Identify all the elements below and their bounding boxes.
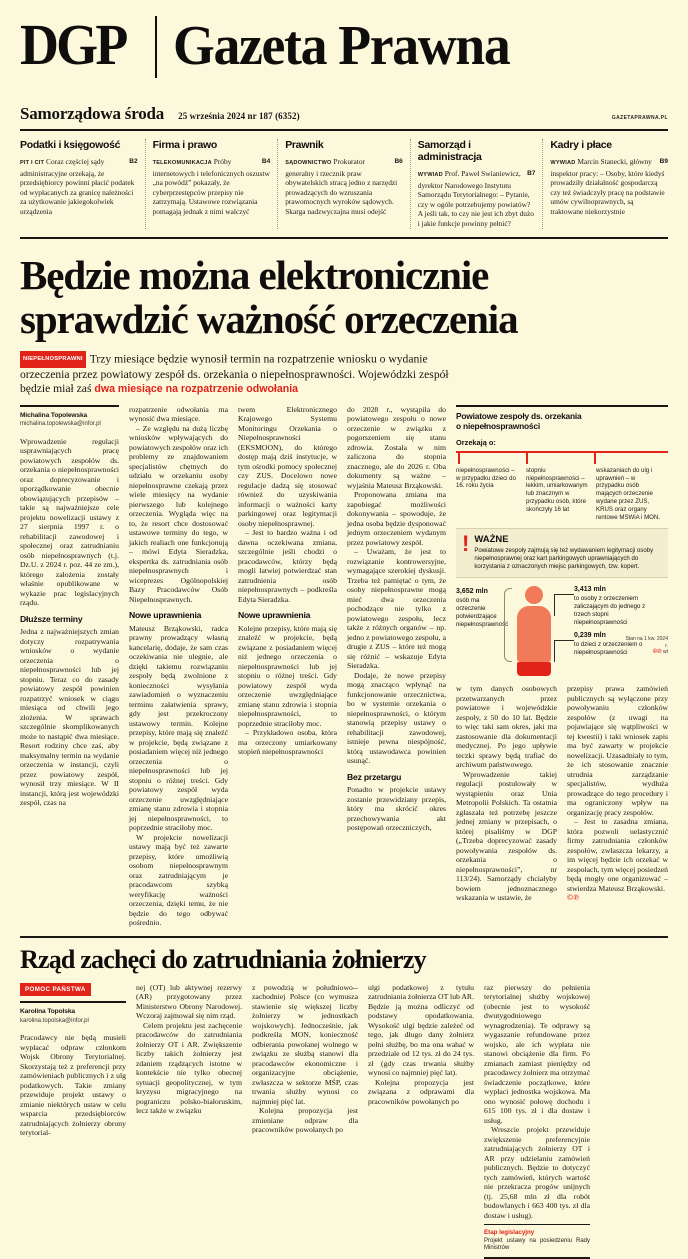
category-tag: NIEPEŁNOSPRAWNI bbox=[20, 351, 86, 368]
byline-rule bbox=[20, 405, 119, 407]
second-story-grid bbox=[20, 983, 668, 1259]
infographic-cell: wskazaniach do ulg i uprawnień – w przypadku osób mających orzeczenie wydane przez ZUS, KRUS oraz organy rentowe MSWiA i MON. bbox=[596, 466, 660, 521]
important-title: WAŻNE bbox=[474, 534, 509, 546]
paragraph: Wprowadzenie regulacji usprawniających pracę powiatowych zespołów ds. orzekania o niepełnosprawności oraz doprecyzowanie i uporządkowanie obecnie obowiązujących przepisów – takie są najważniejsze cele projektu nowelizacji ustawy z 27 sierpnia 1997 r. o rehabilitacji zawodowej i społecznej oraz zatrudnianiu osób niepełnosprawnych (t.j. Dz.U. z 2024 r. poz. 44 ze zm.), którego założenia zostały właśnie opublikowane w wykazie prac legislacyjnych rządu. bbox=[20, 436, 119, 608]
byline-rule bbox=[20, 1001, 126, 1003]
article-column-5 bbox=[456, 684, 557, 903]
teaser-item[interactable] bbox=[146, 139, 279, 229]
section-subhead: Dłuższe terminy bbox=[20, 613, 83, 624]
teaser-text: Próby internetowych i telefonicznych oszustw „na powódź” pokazały, że cyberprzestępców przepisy nie zatrzymają. Ustawowe rozwiązania pomagają jednak z nimi walczyć bbox=[152, 157, 270, 216]
stat-main-label: osób ma orzeczenie potwierdzające niepełnosprawność bbox=[456, 596, 509, 629]
article-column-1 bbox=[20, 405, 119, 928]
teaser-item[interactable] bbox=[20, 139, 146, 229]
bracket-tick bbox=[458, 453, 460, 464]
teaser-body bbox=[418, 169, 536, 229]
endmark-icon: ©℗ bbox=[567, 893, 579, 903]
bracket-tick bbox=[526, 453, 528, 464]
second-column-1 bbox=[20, 983, 126, 1259]
bracket-connector bbox=[456, 451, 668, 464]
stat-main bbox=[456, 588, 509, 629]
dateline-date: 25 września 2024 nr 187 (6352) bbox=[178, 111, 300, 121]
teaser-body bbox=[153, 157, 271, 217]
byline-email[interactable]: karolina.topolska@infor.pl bbox=[20, 1017, 89, 1024]
second-column-5 bbox=[484, 983, 590, 1259]
teaser-title: Prawnik bbox=[285, 139, 324, 151]
paragraph: raz pierwszy do pełnienia terytorialnej służby wojskowej (obecnie jest to wysokość dwutygodniowego wynagrodzenia). Te odprawy są wygaszanie refundowane przez wojsko, ale ich wypłata nie stanowi obciążenie dla firm. Po zmianach zamiast pieniędzy od pracodawcy żołnierz ma otrzymać świadczenie początkowe, które wypłaci jednostka wojskowa. Ma ono wynosić połowę dochodu i 615 100 tys. zł i dla dostaw i usług. bbox=[484, 982, 590, 1125]
leader-line bbox=[554, 594, 574, 595]
teaser-kicker: PIT I CIT bbox=[20, 160, 45, 166]
byline-author: Michalina Topolewska bbox=[20, 411, 88, 419]
infographic-title bbox=[456, 411, 668, 432]
figure-body bbox=[517, 606, 551, 662]
teaser-item[interactable] bbox=[411, 139, 544, 229]
second-story-rule bbox=[20, 936, 668, 938]
byline-author: Karolina Topolska bbox=[20, 1008, 75, 1016]
article-column-6 bbox=[567, 684, 668, 903]
stat-children-value: 0,239 mln bbox=[574, 632, 606, 640]
paragraph: Wreszcie projekt przewiduje zwiększenie preferencyjnie zatrudniających żołnierzy OT i AR przy udzielaniu zamówień publicznych. Będzie to dotyczyć tych zamówień, których wartość nie przekracza progów unijnych (tj. 25,68 mln zł dla robót budowlanych i 663 400 tys. zł dla dostaw i usług). bbox=[484, 1125, 590, 1220]
paragraph: W projekcie nowelizacji ustawy mają być też zawarte przepisy, które umożliwią osobom niepełnosprawnym oraz zatrudniającym je pracodawcom szybką weryfikację ważności orzeczenia, dzięki temu, że nie będzie do tego odbywać pośrednio. bbox=[129, 832, 228, 928]
bracket-tick bbox=[594, 453, 596, 464]
paragraph: przepisy prawa zamówień publicznych są wyłączone przy powoływaniu członków zespołów (z uwagi na pojawiające się wątpliwości w tej kwestii) i taki wniosek zapis ma być zawarty w projekcie nowelizacji. Uzasadniały to tym, że ich stosowanie znacznie utrudnia zarządzanie specjalistów, wydłuża prowadzące do tego procedury i ma ograniczony wpływ na organizację pracy zespołów. bbox=[567, 684, 668, 817]
paragraph: Pracodawcy nie będą musieli wypłacać odpraw członkom Wojsk Obrony Terytorialnej. Skorzystają też z preferencji przy zamówieniach publicznych i z ulg podatkowych. Takie zmiany przewiduje projekt ustawy o zmianie niektórych ustaw w celu wsparcia przedsiębiorców zatrudniających żołnierzy obrony terytorial- bbox=[20, 1033, 126, 1138]
teaser-page-ref: B2 bbox=[129, 158, 138, 165]
masthead bbox=[20, 0, 668, 88]
paragraph: rozpatrzenie odwołania ma wynosić dwa miesiące. bbox=[129, 404, 228, 424]
dateline-day-label: Samorządowa środa bbox=[20, 104, 165, 123]
paragraph: Wprowadzenie takiej regulacji postulowały w wystąpieniu oraz Unia Metropolii Polskich. Ta ostatnia zgłaszała też potrzebę jeszcze jednej zmiany w przepisach, o której pisaliśmy w DGP („Trzeba doprecyzować zasady powoływania zespołów ds. orzekania o niepełnosprawności”, nr 113/24). Samorządy chciałyby bowiem jednoznacznego wskazania w ustawie, że bbox=[456, 769, 557, 903]
paragraph: Proponowana zmiana ma zapobiegać możliwości dokonywania – spowoduje, że jedna osoba będzie dysponować jednym orzeczeniem wydanym przez powiatowy zespół. bbox=[347, 490, 446, 547]
paragraph: Jedna z najważniejszych zmian dotyczy rozpatrywania wniosków o wydanie orzeczenia o niepełnosprawności lub jej stopniu. Teraz co do zasady powiatowy zespół powinien rozpatrzyć wniosek w ciągu miesiąca od chwili jego złożenia. W sprawach szczególnie skomplikowanych może to nastąpić dwa miesiące. Resort rodziny chce zaś, aby maksymalny termin na wydanie orzeczenia w instancji, czyli przez powiatowy zespół, wynosił trzy miesiące. W II instancji, którą jest wojewódzki zespół, czas na bbox=[20, 627, 119, 808]
second-column-2 bbox=[136, 983, 242, 1259]
teaser-title: Samorząd i administracja bbox=[417, 139, 482, 163]
leader-line bbox=[554, 594, 555, 616]
newspaper-title: Gazeta Prawna bbox=[173, 15, 510, 77]
second-story-headline: Rząd zachęci do zatrudniania żołnierzy bbox=[20, 944, 426, 974]
paragraph: Mateusz Brząkowski, radca prawny prowadzący własną kancelarię, dodaje, że sam czas oczekiwania nie ulegnie, ale dzięki takiemu rozwiązaniu zespoły będą zwolnione z konieczności wysyłania zawiadomień o wyznaczeniu terminu załatwienia sprawy, gdy jest przekroczony ustawowy termin. Kolejne przepisy, które mają się znaleźć w projekcie, będą związane z posiadaniem więcej niż jednego orzeczenia o niepełnosprawności lub jej stopniu o różnej treści. Gdy powiatowy zespół wyda orzeczenie uwzględniające zmianę stanu zdrowia i stopnia jej niepełnosprawności, to poprzednie straciłoby moc. bbox=[129, 623, 228, 833]
teaser-item[interactable] bbox=[278, 139, 411, 229]
paragraph: – Jest to bardzo ważna i od dawna oczekiwana zmiana, szczególnie jeśli chodzi o pracodawców, którzy będą mogli łatwiej potwierdzać stan zatrudnienia osób niepełnosprawnych – podkreśla Edyta Sieradzka. bbox=[238, 528, 337, 604]
infographic-cell: stopniu niepełnosprawności – lekkim, umiarkowanym lub znacznym w przypadku osób, które skończyły 16 lat bbox=[526, 466, 588, 513]
teaser-body bbox=[285, 157, 403, 217]
infographic-cells bbox=[456, 467, 668, 522]
section-subhead: Nowe uprawnienia bbox=[129, 610, 202, 621]
teaser-kicker: SĄDOWNICTWO bbox=[285, 160, 332, 166]
teaser-body bbox=[550, 157, 668, 217]
lead-headline-line-2: sprawdzić ważność orzeczenia bbox=[20, 295, 518, 342]
info-rule bbox=[456, 405, 668, 407]
brace-shape bbox=[504, 588, 512, 662]
paragraph: w tym danych osobowych przetwarzanych przez powiatowe i wojewódzkie zespoły, z 50 do 10 lat. Będzie to więc taki sam okres, jaki ma zastosowanie dla dokumentacji medycznej. Po jego upływie teczki sprawy będą trafiać do archiwum państwowego. bbox=[456, 684, 557, 770]
section-subhead: Nowe uprawnienia bbox=[238, 610, 311, 621]
stat-adults bbox=[574, 586, 650, 627]
masthead-divider bbox=[155, 16, 157, 78]
important-text: Powiatowe zespoły zajmują się też wydawaniem legitymacji osoby niepełnosprawnej oraz kart parkingowych uprawniających do korzystania z oznaczonych miejsc parkingowych, tzw. kopert. bbox=[474, 547, 654, 571]
paragraph: – Ze względu na dużą liczbę wniosków wpływających do powiatowych zespołów oraz ich problemy ze znajdowaniem specjalistów chętnych do udziału w orzekaniu osoby niepełnosprawne czekają przez wiele miesięcy na wydanie pierwszego lub kolejnego orzeczenia. Wygląda więc na to, że resort chce dostosować ustawowe terminy do tego, w jakich realiach one funkcjonują – mówi Edyta Sieradzka, ekspertka ds. zatrudniania osób niepełnosprawnych i wiceprezes Ogólnopolskiej Bazy Pracodawców Osób Niepełnosprawnych. bbox=[129, 423, 228, 604]
teaser-kicker: WYWIAD bbox=[550, 160, 576, 166]
website-logo: GAZETAPRAWNA.PL bbox=[611, 115, 668, 121]
teaser-text: Prokurator generalny i rzecznik praw obywatelskich stracą jedno z narzędzi prowadzących do wzruszania prawomocnych wyroków sądowych. Skarga nadzwyczajna musi odejść bbox=[285, 157, 398, 216]
infographic-title-line-1: Powiatowe zespoły ds. orzekania bbox=[456, 410, 582, 421]
lead-headline bbox=[20, 253, 668, 341]
infographic-panel bbox=[456, 405, 668, 928]
teaser-item[interactable] bbox=[543, 139, 668, 229]
dateline bbox=[20, 104, 668, 131]
legislative-stage-title: Etap legislacyjny bbox=[484, 1229, 535, 1237]
teaser-body bbox=[20, 157, 138, 217]
paragraph: ulgi podatkowej z tytułu zatrudniania żołnierza OT lub AR. Będzie ją można odliczyć od podstawy opodatkowania. Wysokość ulgi będzie zależeć od tego, jak długo dany żołnierz pełni służbę, bo ma ona wahać w przedziale od 12 tys. zł do 24 tys. zł (gdy czas trwania służby wynosi co najmniej pięć lat). bbox=[368, 982, 474, 1078]
teaser-kicker: WYWIAD bbox=[417, 172, 443, 178]
paragraph: Kolejna propozycja jest związana z odprawami dla pracowników powołanych po bbox=[368, 1077, 474, 1106]
stat-source-credit: wt bbox=[663, 649, 668, 656]
stat-main-value: 3,652 mln bbox=[456, 588, 488, 596]
teaser-title: Firma i prawo bbox=[152, 139, 217, 151]
stat-source-note bbox=[624, 636, 668, 656]
paragraph: Celem projektu jest zachęcenie pracodawców do zatrudniania żołnierzy OT i AR. Zwiększenie liczby takich żołnierzy jest zdaniem rządzących istotne w kontekście nie tylko obecnej sytuacji geopolitycznej, w tym kryzysu migracyjnego na pograniczu polsko-białoruskim, lecz także w związku bbox=[136, 1020, 242, 1116]
stat-note-date: Stan na 1 kw. 2024 r. bbox=[625, 636, 668, 649]
infographic-title-line-2: o niepełnosprawności bbox=[456, 421, 540, 432]
lead-headline-line-1: Będzie można elektronicznie bbox=[20, 251, 489, 298]
statistics-chart bbox=[456, 586, 668, 682]
teaser-page-ref: B6 bbox=[394, 158, 403, 165]
article-column-3 bbox=[238, 405, 337, 928]
infographic-cell: niepełnosprawności – w przypadku dzieci do 16. roku życia bbox=[456, 466, 516, 490]
article-body-grid bbox=[20, 405, 668, 928]
category-tag: POMOC PAŃSTWA bbox=[20, 983, 91, 997]
deck-highlight: dwa miesiące na rozpatrzenie odwołania bbox=[94, 383, 299, 396]
teaser-title: Podatki i księgowość bbox=[20, 139, 121, 151]
second-column-4 bbox=[368, 983, 474, 1259]
figure-head bbox=[525, 586, 543, 604]
person-figure-icon bbox=[514, 586, 554, 678]
byline-email[interactable]: michalina.topolewska@infor.pl bbox=[20, 421, 101, 428]
teaser-title: Kadry i płace bbox=[550, 139, 612, 151]
endmark-icon: ©℗ bbox=[652, 649, 662, 656]
teaser-page-ref: B4 bbox=[261, 158, 271, 165]
paragraph: – Uważam, że jest to rozwiązanie kontrowersyjne, wymagające szerokiej dyskusji. Trzeba też pamiętać o tym, że osoby niepełnosprawne mogą mieć dwa orzeczenia pochodzące nie tylko z powiatowego zespołu, lecz także z różnych organów – np. jedno z powiatowego zespołu, a drugie z ZUS – które też mogą się różnić – wskazuje Edyta Sieradzka. bbox=[347, 547, 446, 671]
paragraph: nej (OT) lub aktywnej rezerwy (AR) przygotowany przez Ministerstwo Obrony Narodowej. Wczoraj zajmował się nim rząd. bbox=[136, 982, 242, 1021]
article-column-2 bbox=[129, 405, 228, 928]
stat-children-label: to dzieci z orzeczeniem o niepełnosprawności bbox=[574, 640, 643, 656]
paragraph: Kolejne przepisy, które mają się znaleźć w projekcie, będą związane z posiadaniem więcej niż jednego orzeczenia o niepełnosprawności lub jej stopniu o różnej treści. Gdy powiatowy zespół wyda orzeczenie uwzględniające zmianę stanu zdrowia i stopnia niepełnosprawności, to poprzednie straciłoby moc. bbox=[238, 623, 337, 728]
legislative-stage-text: Projekt ustawy na posiedzeniu Rady Ministrów bbox=[484, 1237, 590, 1252]
leader-line bbox=[554, 640, 555, 662]
section-subhead: Bez przetargu bbox=[347, 771, 402, 782]
paragraph: Ponadto w projekcie ustawy zostanie przewidziany przepis, który ma skrócić okres przechowywania akt postępowań orzeczniczych, bbox=[347, 785, 446, 833]
paragraph: Kolejna propozycja jest zmieniane odpraw dla pracowników powołanych po bbox=[252, 1106, 358, 1135]
infographic-lower-columns bbox=[456, 684, 668, 903]
paragraph: – Przykładowo osoba, która ma orzeczony umiarkowany stopień niepełnosprawności bbox=[238, 728, 337, 757]
teaser-text: Marcin Stanecki, główny inspektor pracy: – Osoby, które kiedyś prowadziły działalność gospodarczą czy też świadczyły pracę na podstawie umów cywilnoprawnych, są traktowane niekorzystnie bbox=[550, 157, 665, 216]
figure-highlight-segment bbox=[517, 662, 551, 676]
stat-adults-value: 3,413 mln bbox=[574, 586, 606, 594]
infographic-subtitle: Orzekają o: bbox=[456, 437, 496, 447]
exclamation-icon: ! bbox=[462, 531, 470, 557]
dgp-logo: DGP bbox=[20, 12, 126, 77]
paragraph: – Jest to zasadna zmiana, która pozwoli uelastycznić firmy zatrudniania członków zespołów, zwłaszcza lekarzy, a im więcej będzie ich orzekać w zespołach, tym więcej posiedzeń będą mogły one organizować – stwierdza Mateusz Brząkowski. bbox=[567, 817, 668, 893]
lead-deck bbox=[20, 351, 668, 397]
paragraph: Dodaje, że nowe przepisy mogą znacząco wpłynąć na funkcjonowanie orzecznictwa, bo w systemie orzekania o niepełnosprawności, o którym stanowią przepisy ustawy o rehabilitacji zawodowej, istnieje pewna niespójność, którą ustawodawca powinien usunąć. bbox=[347, 670, 446, 766]
teaser-kicker: TELEKOMUNIKACJA bbox=[152, 160, 212, 166]
teaser-text: Prof. Paweł Swianiewicz, dyrektor Narodowego Instytutu Samorządu Terytorialnego: – Pytanie, czy w ogóle potrzebujemy powiatów? A jeśli tak, to czy nie jest ich zbyt dużo i jakie funkcje powinny pełnić? bbox=[417, 169, 534, 228]
paragraph: twem Elektronicznego Krajowego Systemu Monitoringu Orzekania o Niepełnosprawności (EKSMOON), do którego dostęp mają dziś instytucje, w tym ośrodki pomocy społecznej czy ZUS. Docelowo nowe regulacje dadzą się stosować również do uzyskiwania informacji o ważności karty parkingowej oraz legitymacji osoby niepełnosprawnej. bbox=[238, 404, 337, 528]
article-column-4 bbox=[347, 405, 446, 928]
lead-deck-text bbox=[20, 351, 460, 397]
paragraph: z powodzią w południowo--zachodniej Polsce (co wymusza stawienie się większej liczby żołnierzy w jednostkach wojskowych). Jednocześnie, jak podkreśla MON, konieczność odbierania powołanej wolnego w związku ze służbą stanowi dla pracodawców ekonomiczne i organizacyjne obciążenie, zwłaszcza w sektorze MŚP, czas trwania służby wynosi co najmniej pięć lat. bbox=[252, 982, 358, 1106]
teaser-text: Coraz częściej sądy administracyjne orzekają, że przedsiębiorcy powinni płacić podatek od wypłacanych za granicę należności za użytkowanie jakiegokolwiek urządzenia bbox=[20, 157, 135, 216]
legislative-stage-box bbox=[484, 1224, 590, 1253]
leader-line bbox=[554, 640, 574, 641]
deck-copy: Trzy miesiące będzie wynosił termin na rozpatrzenie wniosku o wydanie orzeczenia przez powiatowy zespół ds. orzekania o niepełnosprawności. Wojewódzki zespół będzie miał zaś bbox=[20, 352, 449, 396]
paragraph: do 2028 r., wystąpiła do powiatowego zespołu o nowe orzeczenie w związku z pogorszeniem się stanu zdrowia. Została w nim zaliczona do stopnia znacznego, ale do 2026 r. Oba dokumenty są ważne – wyjaśnia Mateusz Brząkowski. bbox=[347, 404, 446, 490]
stat-adults-label: to osoby z orzeczeniem zaliczającym do jednego z trzech stopni niepełnosprawności bbox=[574, 594, 646, 627]
teaser-page-ref: B9 bbox=[659, 158, 668, 165]
teaser-page-ref: B7 bbox=[527, 170, 536, 177]
teaser-bar bbox=[20, 139, 668, 239]
second-column-3 bbox=[252, 983, 358, 1259]
important-callout-box bbox=[456, 528, 668, 578]
